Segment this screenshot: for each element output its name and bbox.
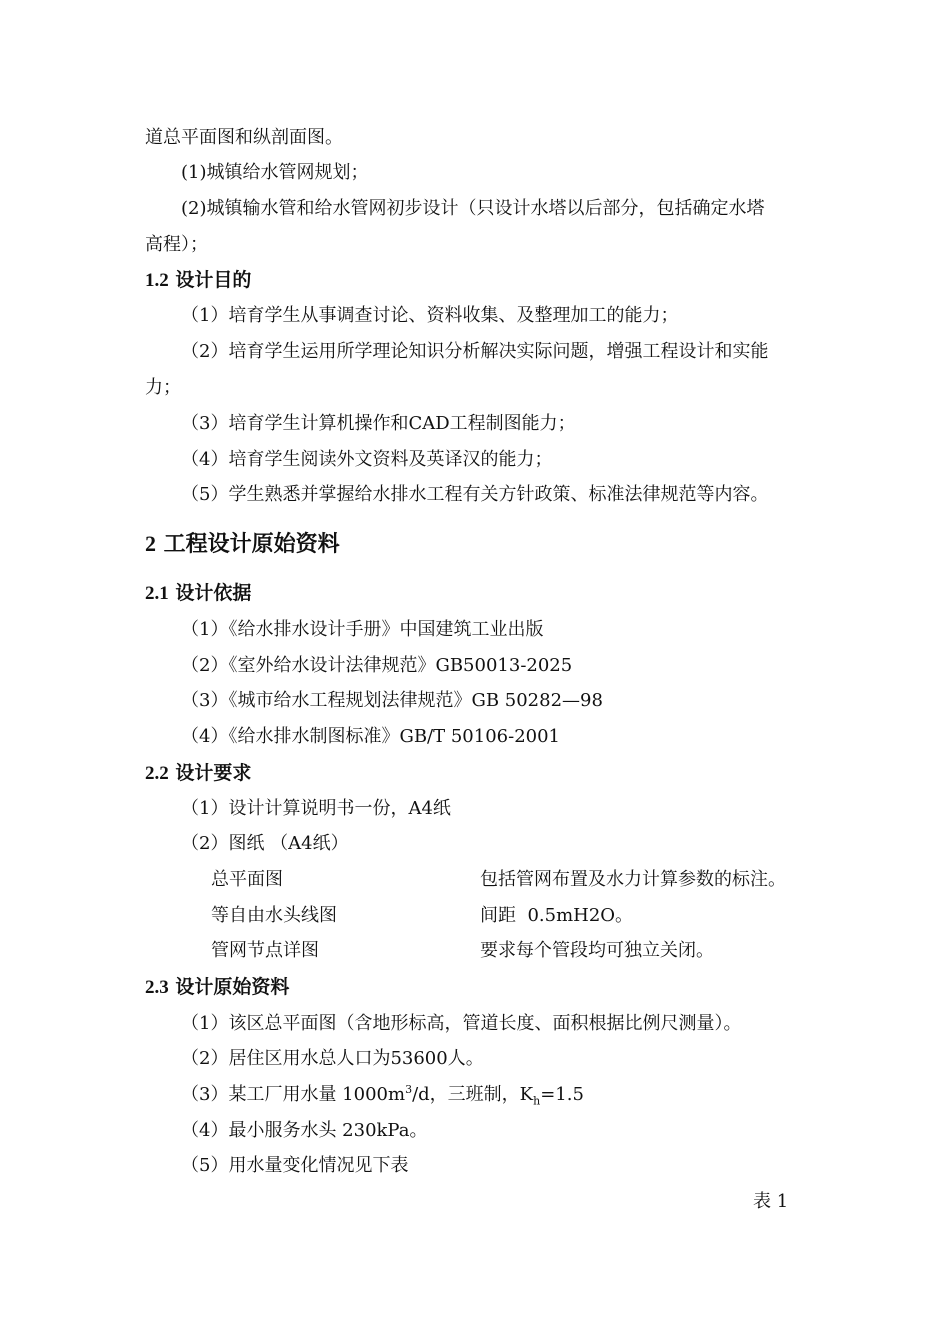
- section-heading-1-2: [145, 267, 251, 294]
- intro-line: 道总平面图和纵剖面图。: [145, 127, 343, 148]
- drawing-name: 等自由水头线图: [211, 905, 337, 926]
- section-heading-2-3: [145, 974, 289, 1001]
- data-item-text: /d，三班制，K: [412, 1084, 534, 1105]
- reference-item: （3）《城市给水工程规划法律规范》GB 50282—98: [181, 690, 603, 711]
- list-item: （2）培育学生运用所学理论知识分析解决实际问题，增强工程设计和实能: [181, 341, 769, 362]
- drawing-desc: 包括管网布置及水力计算参数的标注。: [480, 869, 786, 890]
- section-number: 2.1: [145, 583, 169, 604]
- reference-item: （2）《室外给水设计法律规范》GB50013-2025: [181, 655, 573, 676]
- data-item: （5）用水量变化情况见下表: [181, 1155, 409, 1176]
- intro-line: 高程）；: [145, 234, 208, 255]
- drawing-desc: 间距 0.5mH2O。: [480, 905, 634, 926]
- drawing-name: 总平面图: [211, 869, 283, 890]
- data-item: （2）居住区用水总人口为53600人。: [181, 1048, 484, 1069]
- list-item: （4）培育学生阅读外文资料及英译汉的能力；: [181, 449, 553, 470]
- list-item: （5）学生熟悉并掌握给水排水工程有关方针政策、标准法律规范等内容。: [181, 484, 769, 505]
- section-heading-2-1: [145, 580, 251, 607]
- data-item-text: （3）某工厂用水量 1000m: [181, 1084, 406, 1105]
- reference-item: （4）《给水排水制图标准》GB/T 50106-2001: [181, 726, 561, 747]
- subscript: h: [533, 1094, 541, 1108]
- list-item: （1）培育学生从事调查讨论、资料收集、及整理加工的能力；: [181, 305, 679, 326]
- chapter-number: 2: [145, 531, 156, 556]
- section-number: 2.3: [145, 977, 169, 998]
- chapter-heading-2: [145, 530, 340, 559]
- table-caption: 表 1: [753, 1191, 789, 1212]
- requirement-item: （2）图纸 （A4纸）: [181, 833, 349, 854]
- section-title: 设计目的: [175, 269, 252, 291]
- drawing-desc: 要求每个管段均可独立关闭。: [480, 940, 714, 961]
- data-item-text: =1.5: [540, 1084, 584, 1105]
- data-item: （1）该区总平面图（含地形标高，管道长度、面积根据比例尺测量）。: [181, 1013, 742, 1034]
- drawing-name: 管网节点详图: [211, 940, 319, 961]
- intro-item: (1)城镇给水管网规划；: [181, 162, 369, 183]
- data-item: [181, 1083, 584, 1107]
- section-heading-2-2: [145, 760, 251, 787]
- chapter-title: 工程设计原始资料: [163, 532, 340, 557]
- superscript: 3: [405, 1083, 413, 1096]
- section-title: 设计原始资料: [175, 976, 290, 998]
- requirement-item: （1）设计计算说明书一份，A4纸: [181, 798, 451, 819]
- section-number: 2.2: [145, 763, 169, 784]
- list-item-continuation: 力；: [145, 377, 181, 398]
- list-item: （3）培育学生计算机操作和CAD工程制图能力；: [181, 413, 576, 434]
- section-number: 1.2: [145, 270, 169, 291]
- intro-item: (2)城镇输水管和给水管网初步设计（只设计水塔以后部分，包括确定水塔: [181, 198, 765, 219]
- data-item: （4）最小服务水头 230kPa。: [181, 1120, 428, 1141]
- reference-item: （1）《给水排水设计手册》中国建筑工业出版: [181, 619, 544, 640]
- section-title: 设计依据: [175, 582, 252, 604]
- section-title: 设计要求: [175, 762, 252, 784]
